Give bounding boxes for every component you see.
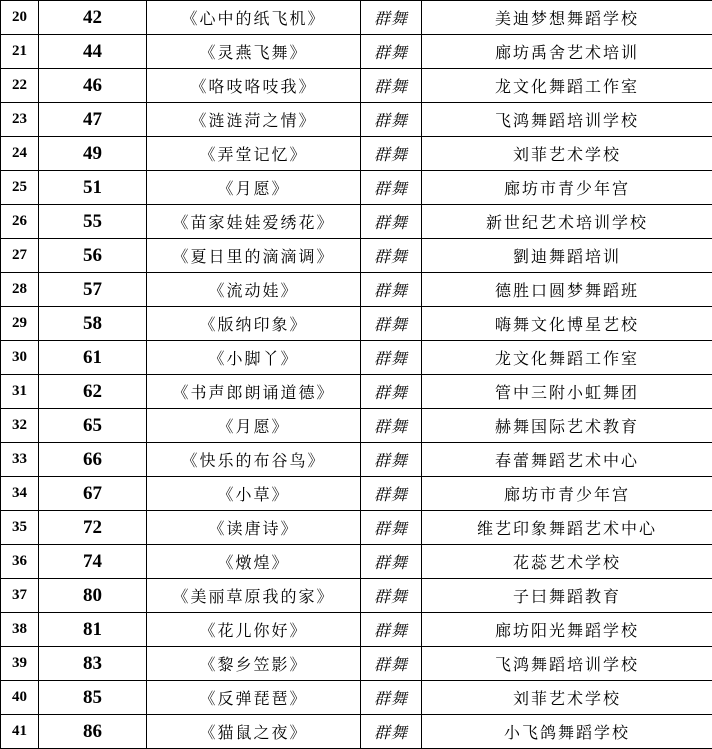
organization-name: 劉迪舞蹈培训 [422,239,712,273]
entry-number: 51 [39,171,147,205]
results-table-body [1,1,712,749]
dance-type: 群舞 [361,443,422,477]
table-row [1,579,712,613]
entry-number: 81 [39,613,147,647]
dance-type: 群舞 [361,103,422,137]
program-title: 《燉煌》 [147,545,361,579]
dance-type: 群舞 [361,273,422,307]
row-index: 39 [1,647,39,681]
entry-number: 42 [39,1,147,35]
table-row [1,239,712,273]
row-index: 21 [1,35,39,69]
table-row [1,409,712,443]
table-row [1,511,712,545]
program-title: 《夏日里的滴滴调》 [147,239,361,273]
row-index: 41 [1,715,39,749]
table-row [1,205,712,239]
dance-type: 群舞 [361,409,422,443]
dance-type: 群舞 [361,307,422,341]
dance-type: 群舞 [361,239,422,273]
organization-name: 龙文化舞蹈工作室 [422,69,712,103]
entry-number: 86 [39,715,147,749]
dance-type: 群舞 [361,35,422,69]
program-title: 《流动娃》 [147,273,361,307]
organization-name: 赫舞国际艺术教育 [422,409,712,443]
dance-type: 群舞 [361,715,422,749]
organization-name: 德胜口圆梦舞蹈班 [422,273,712,307]
entry-number: 74 [39,545,147,579]
row-index: 29 [1,307,39,341]
row-index: 20 [1,1,39,35]
table-row [1,137,712,171]
entry-number: 46 [39,69,147,103]
program-title: 《小草》 [147,477,361,511]
program-title: 《书声郎朗诵道德》 [147,375,361,409]
entry-number: 85 [39,681,147,715]
row-index: 37 [1,579,39,613]
entry-number: 62 [39,375,147,409]
organization-name: 美迪梦想舞蹈学校 [422,1,712,35]
entry-number: 47 [39,103,147,137]
row-index: 35 [1,511,39,545]
organization-name: 廊坊市青少年宫 [422,477,712,511]
program-title: 《快乐的布谷鸟》 [147,443,361,477]
organization-name: 子曰舞蹈教育 [422,579,712,613]
organization-name: 廊坊阳光舞蹈学校 [422,613,712,647]
row-index: 30 [1,341,39,375]
row-index: 34 [1,477,39,511]
organization-name: 龙文化舞蹈工作室 [422,341,712,375]
table-row [1,273,712,307]
entry-number: 44 [39,35,147,69]
organization-name: 飞鸿舞蹈培训学校 [422,647,712,681]
entry-number: 49 [39,137,147,171]
row-index: 22 [1,69,39,103]
entry-number: 72 [39,511,147,545]
program-title: 《黎乡笠影》 [147,647,361,681]
table-row [1,613,712,647]
program-title: 《咯吱咯吱我》 [147,69,361,103]
program-title: 《月愿》 [147,171,361,205]
organization-name: 小飞鸽舞蹈学校 [422,715,712,749]
row-index: 31 [1,375,39,409]
dance-type: 群舞 [361,205,422,239]
row-index: 23 [1,103,39,137]
row-index: 27 [1,239,39,273]
program-title: 《弄堂记忆》 [147,137,361,171]
organization-name: 春蕾舞蹈艺术中心 [422,443,712,477]
table-row [1,1,712,35]
program-title: 《美丽草原我的家》 [147,579,361,613]
table-row [1,171,712,205]
organization-name: 廊坊市青少年宫 [422,171,712,205]
dance-type: 群舞 [361,511,422,545]
row-index: 40 [1,681,39,715]
program-title: 《涟涟菏之情》 [147,103,361,137]
entry-number: 55 [39,205,147,239]
organization-name: 管中三附小虹舞团 [422,375,712,409]
entry-number: 57 [39,273,147,307]
program-title: 《花儿你好》 [147,613,361,647]
table-row [1,307,712,341]
program-title: 《读唐诗》 [147,511,361,545]
table-row [1,681,712,715]
dance-type: 群舞 [361,1,422,35]
program-title: 《小脚丫》 [147,341,361,375]
entry-number: 83 [39,647,147,681]
organization-name: 新世纪艺术培训学校 [422,205,712,239]
dance-type: 群舞 [361,681,422,715]
dance-type: 群舞 [361,647,422,681]
entry-number: 80 [39,579,147,613]
dance-type: 群舞 [361,137,422,171]
row-index: 26 [1,205,39,239]
entry-number: 56 [39,239,147,273]
entry-number: 58 [39,307,147,341]
organization-name: 刘菲艺术学校 [422,137,712,171]
dance-type: 群舞 [361,613,422,647]
table-row [1,69,712,103]
organization-name: 花蕊艺术学校 [422,545,712,579]
entry-number: 67 [39,477,147,511]
row-index: 38 [1,613,39,647]
program-title: 《心中的纸飞机》 [147,1,361,35]
organization-name: 嗨舞文化博星艺校 [422,307,712,341]
program-title: 《苗家娃娃爱绣花》 [147,205,361,239]
table-row [1,103,712,137]
program-title: 《猫鼠之夜》 [147,715,361,749]
organization-name: 维艺印象舞蹈艺术中心 [422,511,712,545]
table-row [1,545,712,579]
row-index: 25 [1,171,39,205]
table-row [1,477,712,511]
program-title: 《反弹琵琶》 [147,681,361,715]
program-title: 《版纳印象》 [147,307,361,341]
row-index: 28 [1,273,39,307]
entry-number: 65 [39,409,147,443]
dance-type: 群舞 [361,171,422,205]
row-index: 32 [1,409,39,443]
program-title: 《月愿》 [147,409,361,443]
table-row [1,715,712,749]
entry-number: 61 [39,341,147,375]
organization-name: 廊坊禹舍艺术培训 [422,35,712,69]
table-row [1,35,712,69]
organization-name: 飞鸿舞蹈培训学校 [422,103,712,137]
row-index: 33 [1,443,39,477]
dance-type: 群舞 [361,477,422,511]
row-index: 24 [1,137,39,171]
table-row [1,375,712,409]
dance-type: 群舞 [361,69,422,103]
program-title: 《灵燕飞舞》 [147,35,361,69]
entry-number: 66 [39,443,147,477]
table-row [1,443,712,477]
row-index: 36 [1,545,39,579]
organization-name: 刘菲艺术学校 [422,681,712,715]
dance-type: 群舞 [361,545,422,579]
table-row [1,341,712,375]
dance-type: 群舞 [361,579,422,613]
dance-type: 群舞 [361,375,422,409]
dance-type: 群舞 [361,341,422,375]
table-row [1,647,712,681]
